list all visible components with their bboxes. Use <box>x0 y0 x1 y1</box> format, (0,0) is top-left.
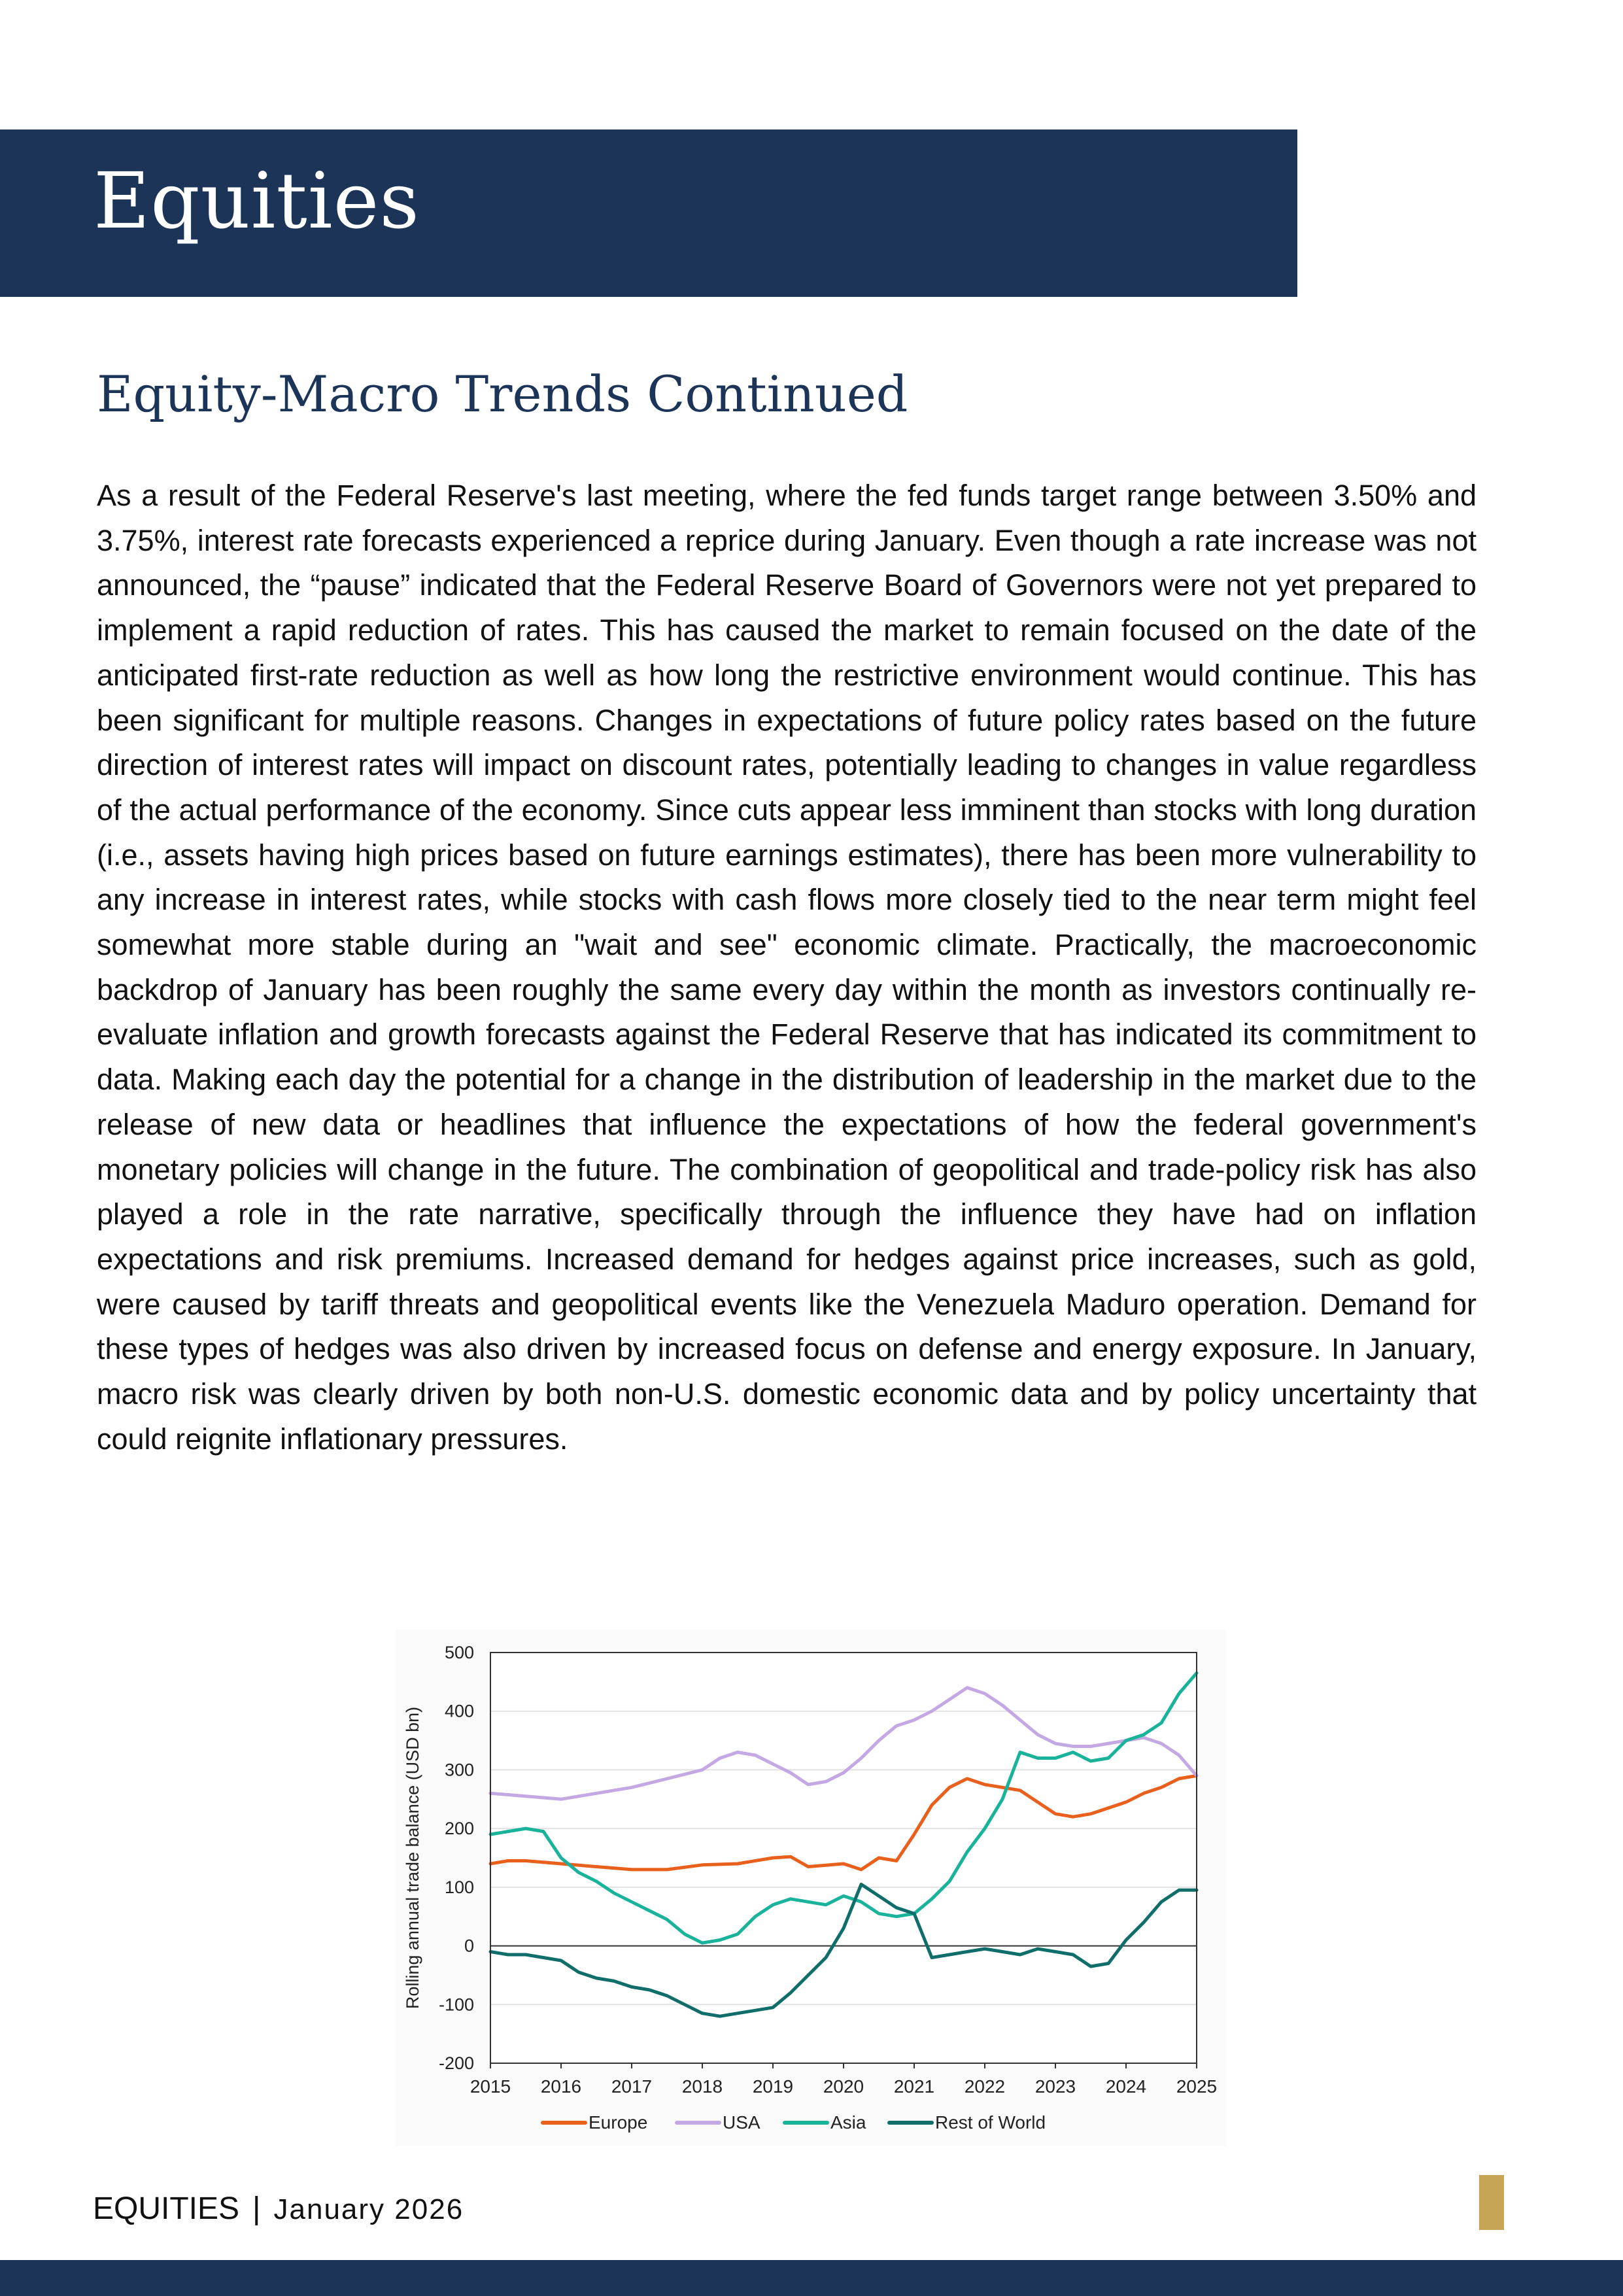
x-tick-label: 2025 <box>1176 2076 1218 2097</box>
chart-svg <box>396 1630 1226 2146</box>
y-tick-label: 400 <box>444 1701 474 1721</box>
footer-date: January 2026 <box>273 2193 464 2225</box>
plot-area <box>490 1653 1197 2063</box>
footer-band <box>0 2260 1623 2296</box>
footer-section-label: EQUITIES <box>93 2191 240 2226</box>
x-tick-label: 2022 <box>964 2076 1006 2097</box>
y-tick-label: 0 <box>464 1936 474 1956</box>
y-tick-label: 100 <box>444 1877 474 1897</box>
footer-separator: | <box>252 2191 261 2226</box>
page-marker <box>1479 2175 1504 2230</box>
y-tick-label: 200 <box>444 1819 474 1839</box>
trade-balance-chart <box>396 1630 1226 2146</box>
legend-label: Rest of World <box>935 2112 1046 2133</box>
x-tick-label: 2019 <box>752 2076 794 2097</box>
page-header-title: Equities <box>94 156 420 246</box>
legend-label: Europe <box>589 2112 648 2133</box>
x-tick-label: 2016 <box>540 2076 582 2097</box>
footer-label <box>93 2189 464 2229</box>
x-tick-label: 2024 <box>1105 2076 1147 2097</box>
y-tick-label: -100 <box>438 1995 474 2015</box>
x-tick-label: 2018 <box>681 2076 723 2097</box>
y-tick-label: -200 <box>438 2053 474 2073</box>
x-tick-label: 2020 <box>823 2076 864 2097</box>
legend-label: USA <box>723 2112 760 2133</box>
x-tick-label: 2021 <box>893 2076 935 2097</box>
x-tick-label: 2017 <box>611 2076 653 2097</box>
y-axis-label: Rolling annual trade balance (USD bn) <box>403 1706 422 2010</box>
y-tick-label: 300 <box>444 1760 474 1780</box>
x-tick-label: 2015 <box>470 2076 511 2097</box>
section-title: Equity-Macro Trends Continued <box>97 365 908 423</box>
body-paragraph: As a result of the Federal Reserve's last meeting, where the fed funds target range between 3.50% and 3.75%, interest rate forecasts experienced a reprice during January. Even though a rate increase was not announced, the “pause” indicated that the Federal Reserve Board of Governors were not yet prepared to implement a rapid reduction of rates. This has caused the market to remain focused on the date of the anticipated first-rate reduction as well as how long the restrictive environment would continue. This has been significant for multiple reasons. Changes in expectations of future policy rates based on the future direction of interest rates will impact on discount rates, potentially leading to changes in value regardless of the actual performance of the economy. Since cuts appear less imminent than stocks with long duration (i.e., assets having high prices based on future earnings estimates), there has been more vulnerability to any increase in interest rates, while stocks with cash flows more closely tied to the near term might feel somewhat more stable during an "wait and see" economic climate. Practically, the macroeconomic backdrop of January has been roughly the same every day within the month as investors continually re-evaluate inflation and growth forecasts against the Federal Reserve that has indicated its commitment to data. Making each day the potential for a change in the distribution of leadership in the market due to the release of new data or headlines that influence the expectations of how the federal government's monetary policies will change in the future. The combination of geopolitical and trade-policy risk has also played a role in the rate narrative, specifically through the influence they have had on inflation expectations and risk premiums. Increased demand for hedges against price increases, such as gold, were caused by tariff threats and geopolitical events like the Venezuela Maduro operation. Demand for these types of hedges was also driven by increased focus on defense and energy exposure. In January, macro risk was clearly driven by both non-U.S. domestic economic data and by policy uncertainty that could reignite inflationary pressures. <box>97 479 1477 1456</box>
x-tick-label: 2023 <box>1034 2076 1076 2097</box>
legend-label: Asia <box>830 2112 866 2133</box>
y-tick-label: 500 <box>444 1643 474 1662</box>
